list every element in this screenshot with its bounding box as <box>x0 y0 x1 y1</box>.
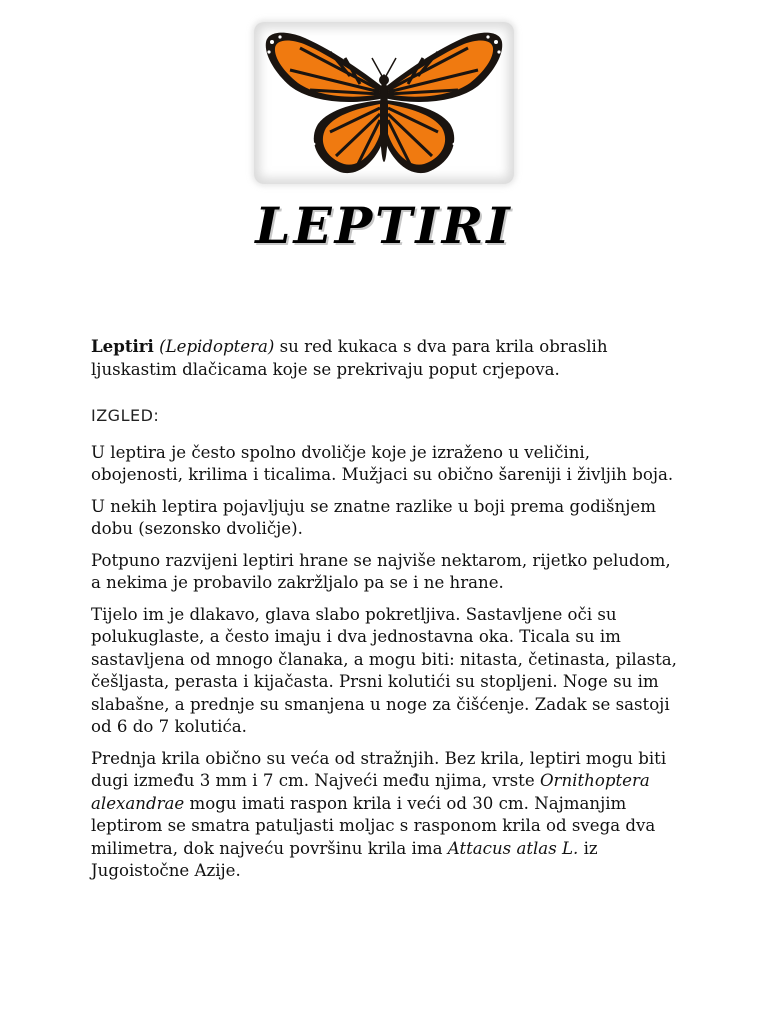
intro-latin-name: (Lepidoptera) <box>159 337 275 356</box>
document-title: LEPTIRI <box>255 196 513 255</box>
intro-term: Leptiri <box>91 336 154 356</box>
monarch-butterfly-image <box>260 28 508 178</box>
butterfly-image-frame <box>254 22 514 184</box>
paragraph-3: Potpuno razvijeni leptiri hrane se najviše nektarom, rijetko peludom, a nekima je probavilo zakržljalo pa se i ne hrane. <box>91 550 671 592</box>
paragraph-5-part-2: mogu imati raspon krila i veći od 30 cm. Najmanjim leptirom se smatra patuljasti moljac s rasponom krila od svega dva milimetra, dok najveću površinu krila ima <box>91 793 656 858</box>
document-body <box>91 335 681 892</box>
section-heading: IZGLED: <box>91 406 160 425</box>
paragraph-2: U nekih leptira pojavljuju se znatne razlike u boji prema godišnjem dobu (sezonsko dvoličje). <box>91 496 656 538</box>
species-name-attacus: Attacus atlas L. <box>447 838 579 858</box>
species-name-ornithoptera: Ornithoptera alexandrae <box>91 771 650 813</box>
paragraph-4: Tijelo im je dlakavo, glava slabo pokretljiva. Sastavljene oči su polukuglaste, a često imaju i dva jednostavna oka. Ticala su im sastavljena od mnogo članaka, a mogu biti: nitasta, četinasta, pilasta, češljasta, perasta i kijačasta. Prsni kolutići su stopljeni. Noge su im slabašne, a prednje su smanjena u noge za čišćenje. Zadak se sastoji od 6 do 7 kolutića. <box>91 604 677 736</box>
intro-text: su red kukaca s dva para krila obraslih ljuskastim dlačicama koje se prekrivaju poput crjepova. <box>91 337 608 379</box>
paragraph-5-part-1: Prednja krila obično su veća od stražnjih. Bez krila, leptiri mogu biti dugi između 3 mm i 7 cm. Najveći među njima, vrste <box>91 748 667 790</box>
paragraph-5 <box>91 748 681 883</box>
paragraph-5-part-3: iz Jugoistočne Azije. <box>91 838 598 880</box>
intro-paragraph <box>91 335 681 381</box>
paragraph-1: U leptira je često spolno dvoličje koje je izraženo u veličini, obojenosti, krilima i ticalima. Mužjaci su obično šareniji i življih boja. <box>91 442 674 484</box>
